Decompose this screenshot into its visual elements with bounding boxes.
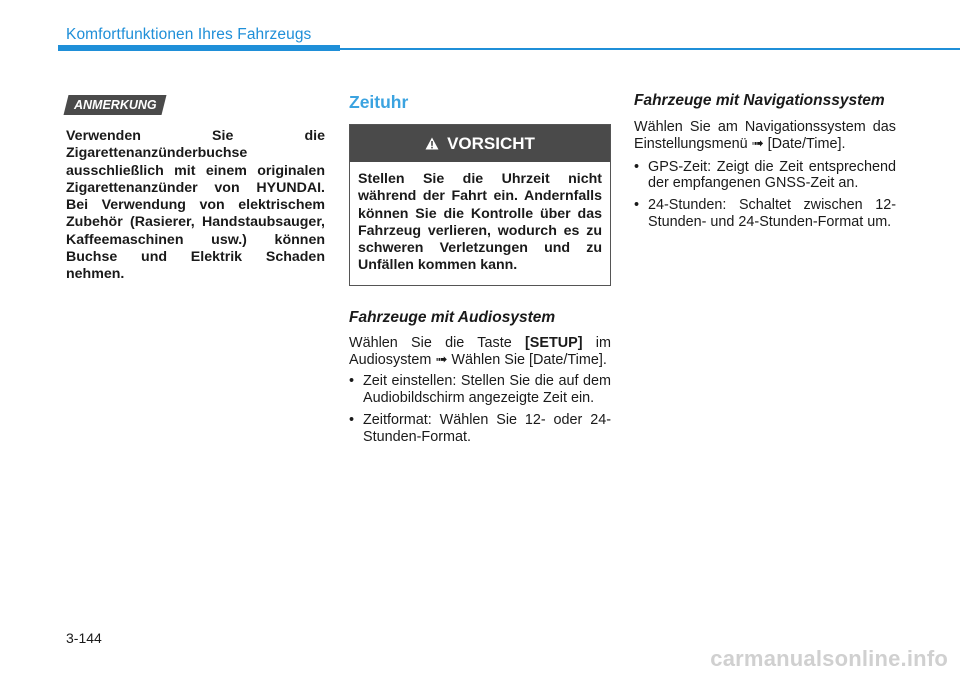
list-item: • Zeitformat: Wählen Sie 12- oder 24-Stunden-Format. xyxy=(349,412,611,446)
navigation-bullet-list xyxy=(634,159,896,231)
note-section xyxy=(66,95,325,284)
caution-box xyxy=(349,124,611,286)
header-rule-thick xyxy=(58,45,340,51)
clock-section xyxy=(349,92,611,446)
navigation-subtitle: Fahrzeuge mit Navigationssystem xyxy=(634,92,885,109)
list-item: • Zeit einstellen: Stellen Sie die auf dem Audiobildschirm angezeigte Zeit ein. xyxy=(349,373,611,407)
watermark-text: carmanualsonline.info xyxy=(710,646,948,671)
navigation-intro: Wählen Sie am Navigationssystem das Einstellungsmenü ➟ [Date/Time]. xyxy=(634,119,896,152)
list-item: • GPS-Zeit: Zeigt die Zeit entsprechend der empfangenen GNSS-Zeit an. xyxy=(634,159,896,193)
audio-bullet-list xyxy=(349,373,611,445)
section-title: Zeituhr xyxy=(349,92,409,112)
setup-key-label: [SETUP] xyxy=(524,334,583,351)
note-badge xyxy=(64,95,167,115)
audio-subtitle: Fahrzeuge mit Audiosystem xyxy=(349,308,556,326)
note-text: Verwenden Sie die Zigarettenanzünderbuchse ausschließlich mit einem originalen Zigarettenanzünder von HYUNDAI. Bei Verwendung von elektrischem Zubehör (Rasierer, Handstaubsauger, Kaffeemaschinen usw.) können Buchse und Elektrik Schaden nehmen. xyxy=(66,128,325,283)
list-item: • 24-Stunden: Schaltet zwischen 12-Stunden- und 24-Stunden-Format um. xyxy=(634,197,896,231)
caution-text: Stellen Sie die Uhrzeit nicht während der Fahrt ein. Andernfalls können Sie die Kontrolle über das Fahrzeug verlieren, wodurch es zu schweren Verletzungen und zu Unfällen kommen kann. xyxy=(358,171,602,274)
note-badge-label: ANMERKUNG xyxy=(74,98,157,112)
audio-intro-pre: Wählen Sie die Taste xyxy=(349,334,525,351)
warning-triangle-icon xyxy=(425,137,439,150)
navigation-section xyxy=(634,92,896,231)
header-rule-thin xyxy=(340,48,960,50)
caution-title: VORSICHT xyxy=(447,133,535,153)
audio-intro-post: im Audiosystem ➟ Wählen Sie [Date/Time]. xyxy=(349,334,611,368)
page-number: 3-144 xyxy=(66,630,102,646)
caution-header xyxy=(350,125,610,162)
audio-intro xyxy=(349,335,611,369)
header-title: Komfortfunktionen Ihres Fahrzeugs xyxy=(66,26,312,43)
